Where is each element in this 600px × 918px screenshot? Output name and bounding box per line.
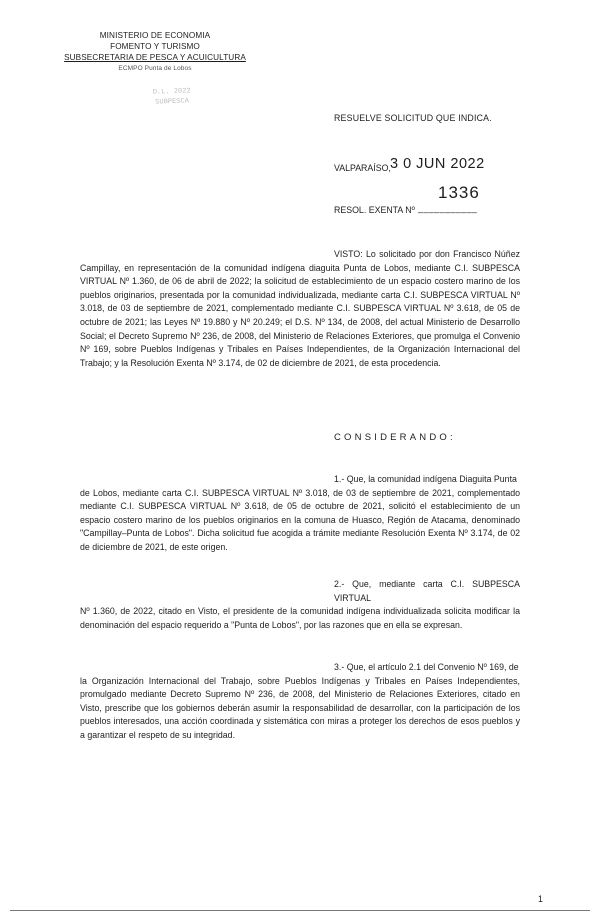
footer-divider xyxy=(10,910,590,911)
item-1-first-line: 1.- Que, la comunidad indígena Diaguita Punta xyxy=(334,474,517,484)
ministry-subtitle: FOMENTO Y TURISMO xyxy=(110,42,200,51)
item-2-first-line: 2.- Que, mediante carta C.I. SUBPESCA VIRTUAL xyxy=(334,579,520,603)
place-label: VALPARAÍSO, xyxy=(334,163,391,173)
considerando-item-1 xyxy=(80,473,520,555)
ministry-name: MINISTERIO DE ECONOMIA xyxy=(99,31,211,40)
office-stamp xyxy=(138,86,207,114)
resolution-label: RESOL. EXENTA Nº xyxy=(334,205,415,215)
visto-text: VISTO: Lo solicitado por don Francisco Núñez Campillay, en representación de la comunidad indígena diaguita Punta de Lobos, mediante C.I. SUBPESCA VIRTUAL Nº 1.360, de 06 de abril de 2022; la solicitud de establecimiento de un espacio costero marino de los pueblos originarios, presentada por la comunidad individualizada, mediante carta C.I. SUBPESCA VIRTUAL Nº 3.018, de 03 de septiembre de 2021, complementado mediante C.I. SUBPESCA VIRTUAL Nº 3.618, de 05 de octubre de 2021; las Leyes Nº 19.880 y Nº 20.249; el D.S. Nº 134, de 2008, del actual Ministerio de Desarrollo Social; el Decreto Supremo Nº 236, de 2008, del Ministerio de Relaciones Exteriores, que promulga el Convenio Nº 169, sobre Pueblos Indígenas y Tribales en Países Independientes, de la Organización Internacional del Trabajo; y la Resolución Exenta Nº 3.174, de 02 de diciembre de 2021, de esta procedencia. xyxy=(80,249,520,368)
page-number: 1 xyxy=(538,894,543,904)
stamp-line-2: SUBPESCA xyxy=(155,97,189,107)
ecmpo-reference: ECMPO Punta de Lobos xyxy=(118,65,192,72)
item-2-text: Nº 1.360, de 2022, citado en Visto, el presidente de la comunidad indígena individualizada solicita modificar la denominación del espacio requerido a "Punta de Lobos", por las razones que en ella se expresan. xyxy=(80,606,520,630)
resolution-number: 1336 xyxy=(438,183,480,202)
institution-header xyxy=(60,30,250,74)
item-3-text: la Organización Internacional del Trabajo, sobre Pueblos Indígenas y Tribales en Países Independientes, promulgado mediante Decreto Supremo Nº 236, de 2008, del Ministerio de Relaciones Exteriores, citado en Visto, prescribe que los gobiernos deberán asumir la responsabilidad de desarrollar, con la participación de los pueblos interesados, una acción coordinada y sistemática con miras a proteger los derechos de esos pueblos y a garantizar el respeto de su integridad. xyxy=(80,675,520,740)
date-stamp: 3 0 JUN 2022 xyxy=(390,156,485,172)
item-3-first-line: 3.- Que, el artículo 2.1 del Convenio Nº 169, de xyxy=(334,662,519,672)
stamp-line-1: D.L. 2022 xyxy=(152,87,191,97)
undersecretariat-name: SUBSECRETARIA DE PESCA Y ACUICULTURA xyxy=(64,53,246,62)
document-title: RESUELVE SOLICITUD QUE INDICA. xyxy=(334,113,492,123)
item-1-text: de Lobos, mediante carta C.I. SUBPESCA VIRTUAL Nº 3.018, de 03 de septiembre de 2021, complementado mediante C.I. SUBPESCA VIRTUAL Nº 3.618, de 05 de octubre de 2021, solicitó el establecimiento de un espacio costero marino de los pueblos originarios en la comuna de Huasco, Región de Atacama, denominado "Campillay–Punta de Lobos". Dicha solicitud fue acogida a trámite mediante Resolución Exenta Nº 3.174, de 02 de diciembre de 2021, de este origen. xyxy=(80,487,520,552)
considerando-item-3 xyxy=(80,661,520,743)
resolution-blank-line: ___________ xyxy=(418,203,478,213)
considerando-item-2 xyxy=(80,578,520,632)
visto-paragraph xyxy=(80,248,520,370)
considerando-heading: CONSIDERANDO: xyxy=(334,432,456,443)
